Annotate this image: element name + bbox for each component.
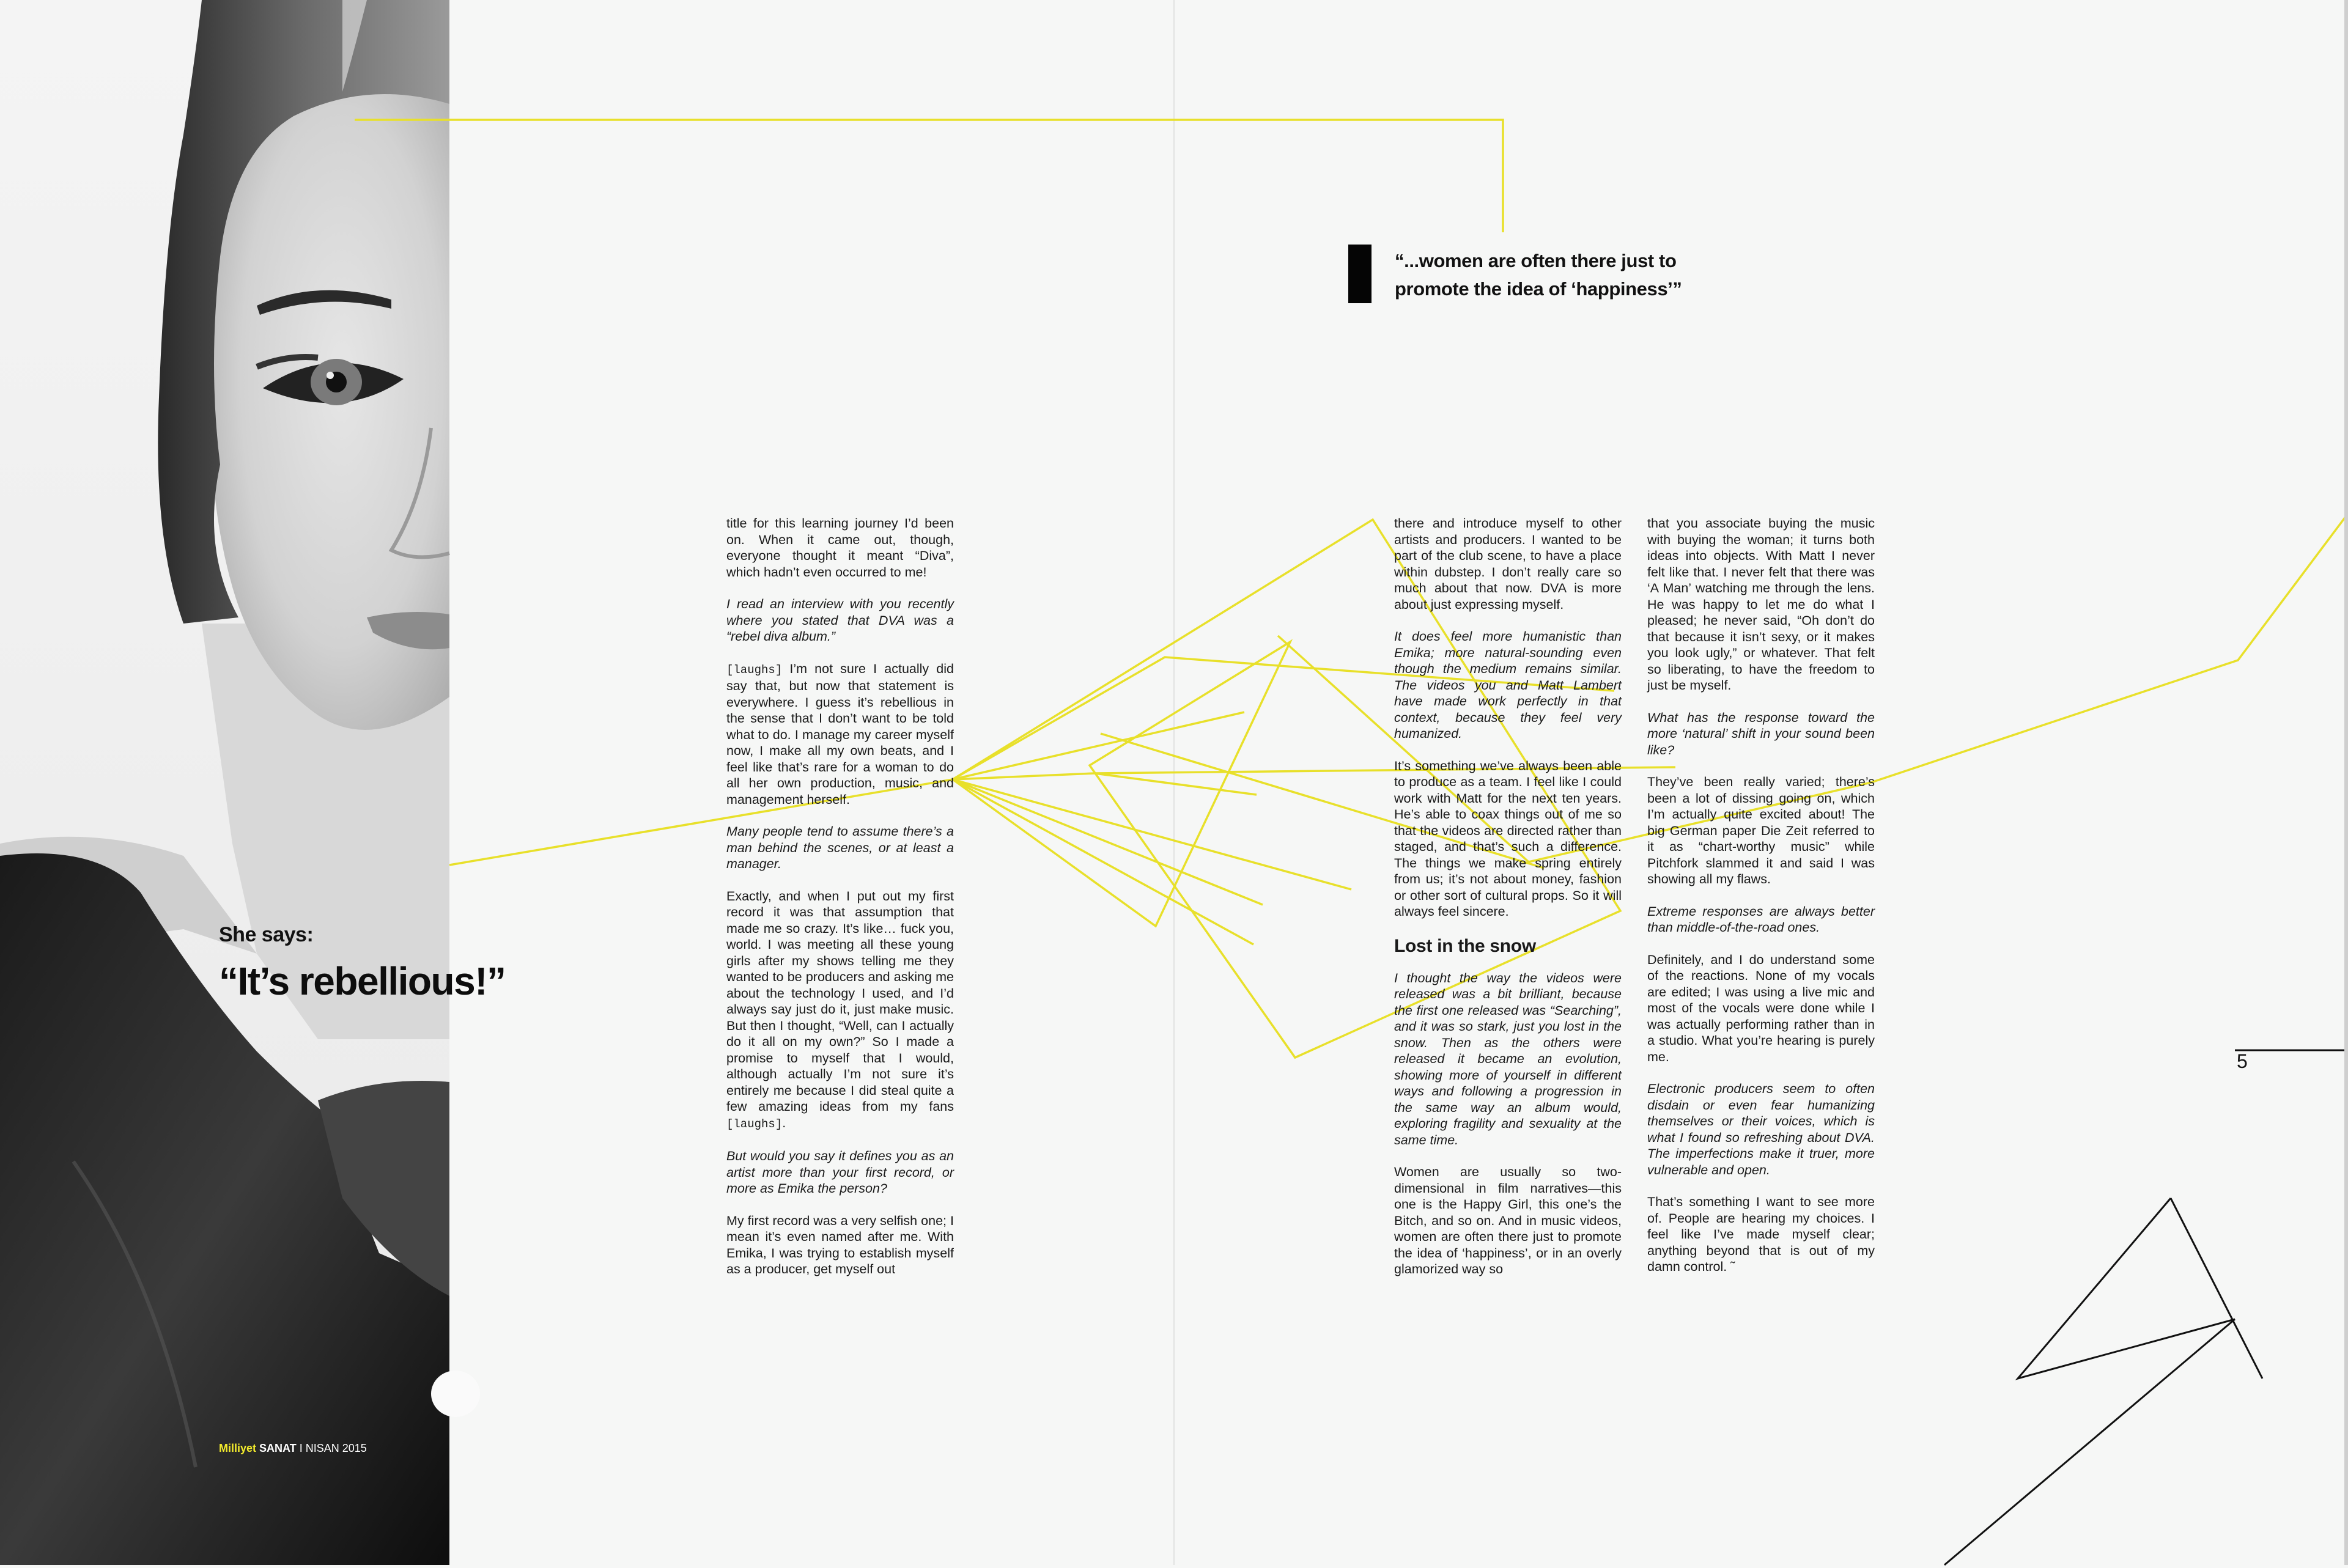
paragraph: It’s something we’ve always been able to produce as a team. I feel like I could work with Matt for the next ten years. He’s able to coax things out of me so that the videos are directed rather than staged, and that’s such a difference. The things we make spring entirely from us; it’s not about money, fashion or other sort of cultural props. So it will always feel sincere. (1394, 758, 1622, 919)
paragraph: Exactly, and when I put out my first record it was that assumption that made me so crazy. It’s like… fuck you, world. I was meeting all these young girls after my shows telling me they wanted to be producers and asking me about the technology I used, and I’d always say just do it, just make music. But then I thought, “Well, can I actually do it all on my own?” So I made a promise to myself that I would, although actually I’m not sure it’s entirely me because I did steal quite a few amazing ideas from my fans [laughs]. (726, 888, 954, 1131)
page-edge-shadow (2344, 0, 2348, 1565)
footer-separator: I (296, 1442, 306, 1454)
paragraph: [laughs] I’m not sure I actually did say that, but now that statement is everywhere. I guess it’s rebellious in the sense that I don’t want to be told what to do. I manage my career myself now, I make all my own beats, and I feel like that’s rare for a woman to do all her own production, music, and management herself. (726, 661, 954, 807)
paragraph: there and introduce myself to other artists and producers. I wanted to be part of the club scene, to have a place within dubstep. I don’t really care so much about that now. DVA is more about just expressing myself. (1394, 516, 1622, 612)
interview-question: Extreme responses are always better than middle-of-the-road ones. (1647, 904, 1875, 935)
interview-question: I read an interview with you recently where you stated that DVA was a “rebel diva album.” (726, 597, 954, 644)
article-column-3 (1647, 515, 1875, 1291)
interview-question: Many people tend to assume there’s a man behind the scenes, or at least a manager. (726, 824, 954, 871)
interview-question: Electronic producers seem to often disdain or even fear humanizing themselves or their voices, which is what I found so refreshing about DVA. The imperfections make it truer, more vulnerable and open. (1647, 1081, 1875, 1177)
interview-question: I thought the way the videos were released was a bit brilliant, because the first one released was “Searching”, and it was so stark, just you lost in the snow. Then as the others were released it became an evolution, showing more of yourself in different ways and following a progression in the same way an album would, exploring fragility and sexuality at the same time. (1394, 970, 1622, 1147)
pull-quote-text: “...women are often there just to promote the idea of ‘happiness’” (1395, 250, 1682, 300)
paragraph: that you associate buying the music with buying the woman; it turns both ideas into objects. With Matt I never felt like that. I never felt that there was ‘A Man’ watching me through the lens. He was happy to let me do what I pleased; he never said, “Oh don’t do that because it isn’t sexy, or it makes you look ugly,” or whatever. That felt so liberating, to have the freedom to just be myself. (1647, 516, 1875, 693)
article-column-1 (726, 515, 954, 1294)
paragraph: Definitely, and I do understand some of the reactions. None of my vocals are edited; I was using a live mic and most of the vocals were done while I was actually performing rather than in a studio. What you’re hearing is purely me. (1647, 952, 1875, 1064)
paragraph: That’s something I want to see more of. People are hearing my choices. I feel like I’ve made myself clear; anything beyond that is out of my damn control. ˜ (1647, 1194, 1875, 1274)
black-lines (1944, 1050, 2348, 1565)
footer-brand: Milliyet (219, 1442, 257, 1454)
she-says-label: She says: (219, 923, 314, 946)
paragraph: Women are usually so two-dimensional in film narratives—this one is the Happy Girl, this one’s the Bitch, and so on. And in music videos, women are often there just to promote the idea of ‘happiness’, or in an overly glamorized way so (1394, 1165, 1622, 1276)
paragraph: title for this learning journey I’d been on. When it came out, though, everyone thought it meant “Diva”, which hadn’t even occurred to me! (726, 516, 954, 580)
page-number: 5 (2237, 1050, 2248, 1072)
footer-magazine: SANAT (259, 1442, 297, 1454)
she-says-quote: “It’s rebellious!” (219, 959, 506, 1003)
section-subhead: Lost in the snow (1394, 935, 1536, 956)
paragraph: My first record was a very selfish one; I mean it’s even named after me. With Emika, I was trying to establish myself as a producer, get myself out (726, 1213, 954, 1276)
pull-quote-bar (1348, 245, 1372, 303)
footer-issue: NISAN 2015 (305, 1442, 367, 1454)
article-column-2 (1394, 515, 1622, 1294)
interview-question: It does feel more humanistic than Emika; more natural-sounding even though the medium remains similar. The videos you and Matt Lambert have made work perfectly in that context, because they feel very humanized. (1394, 629, 1622, 741)
interview-question: But would you say it defines you as an artist more than your first record, or more as Emika the person? (726, 1149, 954, 1196)
laughs-tag: [laughs] (726, 663, 783, 677)
laughs-tag: [laughs] (726, 1117, 783, 1131)
paragraph: They’ve been really varied; there’s been a lot of dissing going on, which I’m actually quite excited about! The big German paper Die Zeit referred to it as “chart-worthy music” while Pitchfork slammed it and said I was showing all my flaws. (1647, 775, 1875, 886)
interview-question: What has the response toward the more ‘natural’ shift in your sound been like? (1647, 710, 1875, 757)
